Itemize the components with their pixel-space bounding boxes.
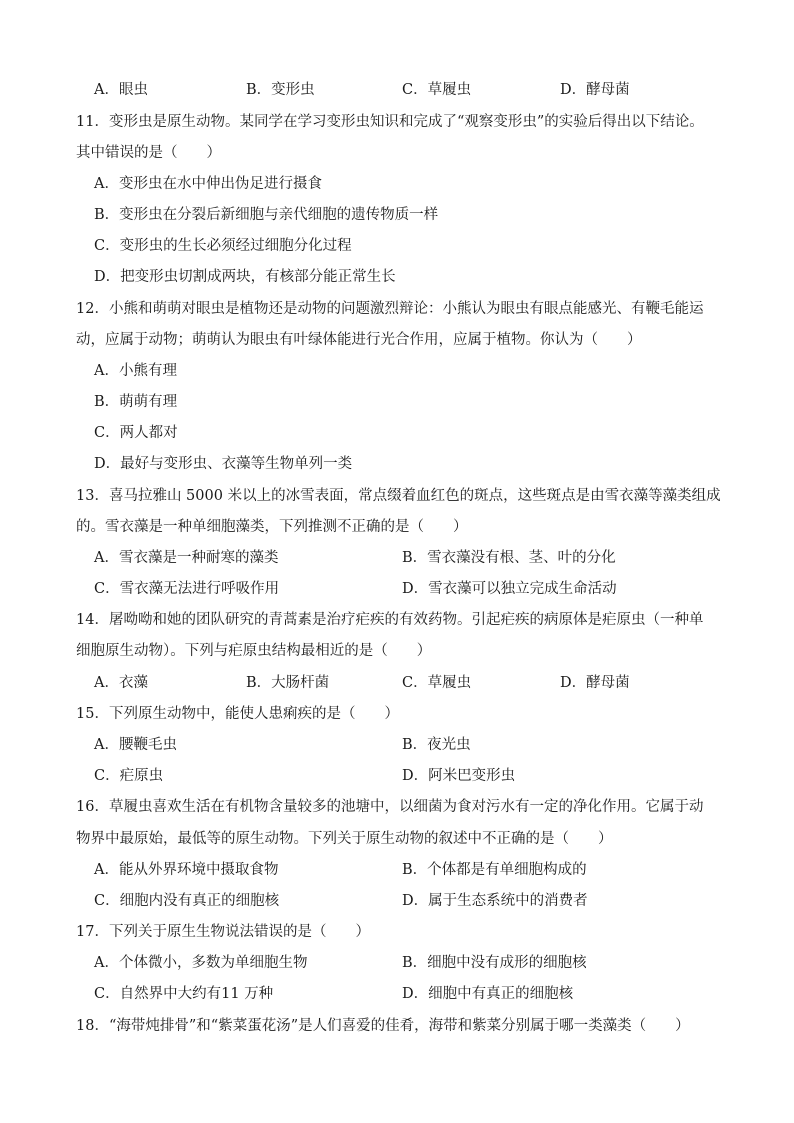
- q17-stem-line1: 17．下列关于原生生物说法错误的是（ ）: [76, 924, 370, 940]
- q13-option-a: A．雪衣藻是一种耐寒的藻类: [94, 550, 279, 566]
- q18-stem-line1: 18．“海带炖排骨”和“紫菜蛋花汤”是人们喜爱的佳肴，海带和紫菜分别属于哪一类藻类（ ）: [76, 1018, 690, 1034]
- q14-option-c: C．草履虫: [402, 675, 472, 691]
- q14-option-a: A．衣藻: [94, 675, 148, 691]
- q13-option-c: C．雪衣藻无法进行呼吸作用: [94, 581, 280, 597]
- q12-stem-line2: 动，应属于动物；萌萌认为眼虫有叶绿体能进行光合作用，应属于植物。你认为（ ）: [76, 332, 642, 348]
- q10-option-d: D．酵母菌: [560, 82, 630, 98]
- q11-stem-line2: 其中错误的是（ ）: [76, 145, 221, 161]
- q12-option-b: B．萌萌有理: [94, 394, 178, 410]
- q16-option-d: D．属于生态系统中的消费者: [402, 893, 588, 909]
- q15-option-b: B．夜光虫: [402, 737, 471, 753]
- q11-stem-line1: 11．变形虫是原生动物。某同学在学习变形虫知识和完成了“观察变形虫”的实验后得出以下结论。: [76, 114, 704, 130]
- q11-option-b: B．变形虫在分裂后新细胞与亲代细胞的遗传物质一样: [94, 207, 439, 223]
- q10-option-c: C．草履虫: [402, 82, 472, 98]
- q14-option-b: B．大肠杆菌: [246, 675, 330, 691]
- q15-option-d: D．阿米巴变形虫: [402, 768, 516, 784]
- q16-stem-line2: 物界中最原始，最低等的原生动物。下列关于原生动物的叙述中不正确的是（ ）: [76, 831, 613, 847]
- q17-option-d: D．细胞中有真正的细胞核: [402, 986, 574, 1002]
- q15-option-c: C．疟原虫: [94, 768, 164, 784]
- q12-option-d: D．最好与变形虫、衣藻等生物单列一类: [94, 456, 353, 472]
- q15-option-a: A．腰鞭毛虫: [94, 737, 177, 753]
- q13-stem-line2: 的。雪衣藻是一种单细胞藻类，下列推测不正确的是（ ）: [76, 519, 468, 535]
- q13-option-d: D．雪衣藻可以独立完成生命活动: [402, 581, 617, 597]
- q16-option-a: A．能从外界环境中摄取食物: [94, 862, 279, 878]
- q12-stem-line1: 12．小熊和萌萌对眼虫是植物还是动物的问题激烈辩论：小熊认为眼虫有眼点能感光、有鞭毛能运: [76, 301, 704, 317]
- q12-option-a: A．小熊有理: [94, 363, 177, 379]
- q10-option-b: B．变形虫: [246, 82, 315, 98]
- q10-option-a: A．眼虫: [94, 82, 148, 98]
- q16-stem-line1: 16．草履虫喜欢生活在有机物含量较多的池塘中，以细菌为食对污水有一定的净化作用。它属于动: [76, 799, 704, 815]
- q11-option-c: C．变形虫的生长必须经过细胞分化过程: [94, 238, 352, 254]
- q11-option-d: D．把变形虫切割成两块，有核部分能正常生长: [94, 269, 396, 285]
- q15-stem-line1: 15．下列原生动物中，能使人患痢疾的是（ ）: [76, 706, 399, 722]
- q14-stem-line1: 14．屠呦呦和她的团队研究的青蒿素是治疗疟疾的有效药物。引起疟疾的病原体是疟原虫（一种单: [76, 612, 704, 628]
- q11-option-a: A．变形虫在水中伸出伪足进行摄食: [94, 176, 322, 192]
- q12-option-c: C．两人都对: [94, 425, 178, 441]
- q16-option-b: B．个体都是有单细胞构成的: [402, 862, 587, 878]
- q13-option-b: B．雪衣藻没有根、茎、叶的分化: [402, 550, 616, 566]
- q17-option-b: B．细胞中没有成形的细胞核: [402, 955, 587, 971]
- q16-option-c: C．细胞内没有真正的细胞核: [94, 893, 280, 909]
- q14-stem-line2: 细胞原生动物）。下列与疟原虫结构最相近的是（ ）: [76, 643, 432, 659]
- q17-option-c: C．自然界中大约有11 万种: [94, 986, 274, 1002]
- q17-option-a: A．个体微小，多数为单细胞生物: [94, 955, 308, 971]
- q13-stem-line1: 13．喜马拉雅山 5000 米以上的冰雪表面，常点缀着血红色的斑点，这些斑点是由雪衣藻等藻类组成: [76, 488, 721, 504]
- q14-option-d: D．酵母菌: [560, 675, 630, 691]
